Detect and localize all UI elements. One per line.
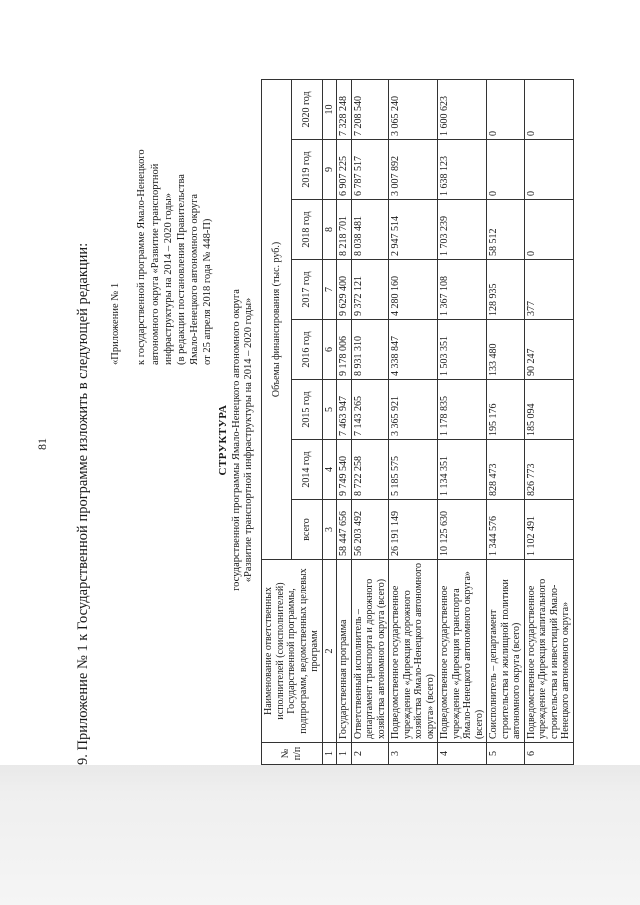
header-year: 2016 год <box>292 320 322 380</box>
index-cell: 2 <box>322 560 337 743</box>
funding-value: 0 <box>487 79 525 139</box>
funding-table <box>261 79 574 765</box>
section-heading: 9. Приложение № 1 к Государственной программе изложить в следующей редакции: <box>75 242 91 765</box>
funding-value: 7 328 248 <box>337 79 352 139</box>
header-year: 2018 год <box>292 200 322 260</box>
funding-value: 0 <box>524 79 573 139</box>
funding-value: 377 <box>524 260 573 320</box>
funding-value: 4 280 160 <box>389 260 438 320</box>
appendix-note <box>109 135 215 365</box>
appendix-line: «Приложение № 1 <box>110 282 121 365</box>
funding-value: 826 773 <box>524 440 573 500</box>
row-name: Государственная программа <box>337 560 352 743</box>
funding-value: 3 065 240 <box>389 79 438 139</box>
appendix-line: от 25 апреля 2018 года № 448-П) <box>202 218 214 365</box>
funding-value: 828 473 <box>487 440 525 500</box>
row-name: Ответственный исполнитель – департамент транспорта и дорожного хозяйства автономного округа (всего) <box>351 560 389 743</box>
funding-value: 1 638 123 <box>438 140 487 200</box>
funding-value: 0 <box>524 200 573 260</box>
funding-value: 8 038 481 <box>351 200 389 260</box>
page-number: 81 <box>35 438 49 450</box>
funding-value: 0 <box>487 140 525 200</box>
header-name: Наименование ответственных исполнителей (соисполнителей) Государственной программы, подпрограмм, ведомственных целевых программ <box>262 560 323 743</box>
appendix-line: Ямало-Ненецкого автономного округа <box>189 193 201 365</box>
header-year: 2014 год <box>292 440 322 500</box>
funding-value: 9 629 400 <box>337 260 352 320</box>
funding-value: 133 480 <box>487 320 525 380</box>
index-cell: 1 <box>322 743 337 765</box>
row-number: 2 <box>351 743 389 765</box>
funding-value: 2 947 514 <box>389 200 438 260</box>
rotated-page-content <box>35 75 595 805</box>
funding-value: 7 208 540 <box>351 79 389 139</box>
index-cell: 10 <box>322 79 337 139</box>
index-cell: 9 <box>322 140 337 200</box>
header-row <box>262 79 292 764</box>
funding-value: 1 503 351 <box>438 320 487 380</box>
row-number: 6 <box>524 743 573 765</box>
funding-value: 26 191 149 <box>389 500 438 560</box>
appendix-line <box>122 135 135 365</box>
index-cell: 4 <box>322 440 337 500</box>
index-cell: 5 <box>322 380 337 440</box>
funding-value: 1 134 351 <box>438 440 487 500</box>
funding-value: 1 600 623 <box>438 79 487 139</box>
row-name: Подведомственное государственное учреждение «Дирекция транспорта Ямало-Ненецкого автономного округа» (всего) <box>438 560 487 743</box>
funding-value: 1 102 491 <box>524 500 573 560</box>
row-name: Подведомственное государственное учреждение «Дирекция капитального строительства и инвестиций Ямало-Ненецкого автономного округа» <box>524 560 573 743</box>
funding-value: 8 722 258 <box>351 440 389 500</box>
appendix-line: автономного округа «Развитие транспортной <box>149 163 161 365</box>
funding-value: 58 512 <box>487 200 525 260</box>
header-num: № п/п <box>262 743 323 765</box>
funding-value: 9 372 121 <box>351 260 389 320</box>
table-row <box>487 79 525 764</box>
funding-value: 0 <box>524 140 573 200</box>
funding-value: 3 365 921 <box>389 380 438 440</box>
header-funding: Объемы финансирования (тыс. руб.) <box>262 79 292 559</box>
funding-value: 8 931 310 <box>351 320 389 380</box>
funding-value: 185 094 <box>524 380 573 440</box>
funding-value: 58 447 656 <box>337 500 352 560</box>
subtitle-line-2: «Развитие транспортной инфраструктуры на 2014 – 2020 годы» <box>243 297 254 583</box>
subtitle-line-1: государственной программы Ямало-Ненецкого автономного округа <box>231 289 242 591</box>
funding-value: 56 203 492 <box>351 500 389 560</box>
index-cell: 3 <box>322 500 337 560</box>
funding-value: 8 218 701 <box>337 200 352 260</box>
funding-value: 7 463 947 <box>337 380 352 440</box>
structure-subtitle <box>231 75 255 805</box>
table-row <box>438 79 487 764</box>
appendix-line: инфраструктуры на 2014 – 2020 годы» <box>162 193 174 365</box>
row-number: 1 <box>337 743 352 765</box>
funding-value: 1 367 108 <box>438 260 487 320</box>
funding-value: 9 749 540 <box>337 440 352 500</box>
header-year: 2020 год <box>292 79 322 139</box>
row-name: Подведомственное государственное учреждение «Дирекция дорожного хозяйства Ямало-Ненецкого автономного округа» (всего) <box>389 560 438 743</box>
row-number: 3 <box>389 743 438 765</box>
index-row <box>322 79 337 764</box>
table-row <box>337 79 352 764</box>
header-year: 2015 год <box>292 380 322 440</box>
row-name: Соисполнитель – департамент строительства и жилищной политики автономного округа (всего) <box>487 560 525 743</box>
funding-value: 7 143 265 <box>351 380 389 440</box>
structure-title: СТРУКТУРА <box>217 404 229 476</box>
index-cell: 8 <box>322 200 337 260</box>
index-cell: 6 <box>322 320 337 380</box>
funding-value: 10 125 630 <box>438 500 487 560</box>
funding-value: 1 703 239 <box>438 200 487 260</box>
table-row <box>524 79 573 764</box>
appendix-line: (в редакции постановления Правительства <box>176 174 188 365</box>
appendix-line: к государственной программе Ямало-Ненецкого <box>136 149 148 365</box>
table-row <box>389 79 438 764</box>
funding-value: 1 344 576 <box>487 500 525 560</box>
funding-value: 9 178 006 <box>337 320 352 380</box>
table-row <box>351 79 389 764</box>
row-number: 5 <box>487 743 525 765</box>
funding-value: 1 178 835 <box>438 380 487 440</box>
funding-value: 5 185 575 <box>389 440 438 500</box>
header-year: 2017 год <box>292 260 322 320</box>
index-cell: 7 <box>322 260 337 320</box>
funding-value: 3 007 892 <box>389 140 438 200</box>
funding-value: 6 907 225 <box>337 140 352 200</box>
funding-value: 128 935 <box>487 260 525 320</box>
funding-value: 4 338 847 <box>389 320 438 380</box>
header-year: всего <box>292 500 322 560</box>
header-year: 2019 год <box>292 140 322 200</box>
funding-value: 6 787 517 <box>351 140 389 200</box>
row-number: 4 <box>438 743 487 765</box>
funding-value: 90 247 <box>524 320 573 380</box>
funding-value: 195 176 <box>487 380 525 440</box>
